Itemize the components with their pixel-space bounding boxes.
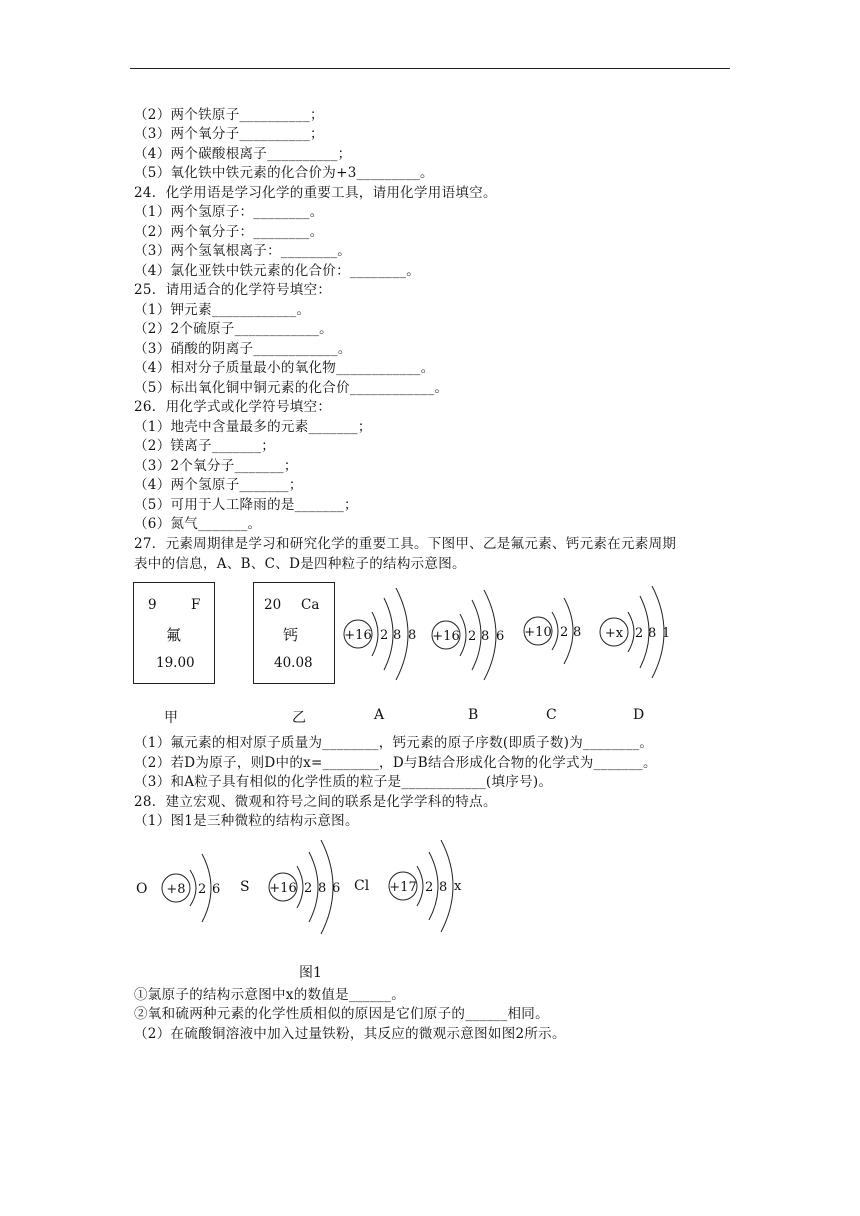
nucleus-A: +16	[344, 628, 372, 643]
text-line: （5）氧化铁中铁元素的化合价为+3_________。	[134, 165, 434, 181]
shell: 2	[425, 880, 434, 895]
text-line: （4）相对分子质量最小的氧化物____________。	[134, 360, 435, 376]
shell: 8	[648, 626, 657, 641]
text-line: （4）两个碳酸根离子__________；	[134, 146, 352, 162]
text-line: （2）在硫酸铜溶液中加入过量铁粉，其反应的微观示意图如图2所示。	[134, 1026, 566, 1042]
atomic-mass: 40.08	[274, 655, 313, 671]
nucleus-C: +10	[524, 625, 552, 640]
text-line: （3）硝酸的阴离子____________。	[134, 341, 352, 357]
text-line: （2）两个铁原子__________；	[134, 107, 324, 123]
text-line: （1）氟元素的相对原子质量为________，钙元素的原子序数(即质子数)为________。	[134, 735, 654, 751]
label-B: B	[468, 707, 479, 723]
question-25: 25．请用适合的化学符号填空：	[134, 282, 332, 298]
atom-diagrams-q27	[340, 578, 680, 688]
shell: 6	[332, 881, 341, 896]
nucleus-O: +8	[166, 882, 186, 897]
question-27: 27．元素周期律是学习和研究化学的重要工具。下图甲、乙是氟元素、钙元素在元素周期	[134, 536, 677, 552]
shell: 1	[662, 626, 671, 641]
text-line: （3）2个氧分子_______；	[134, 458, 298, 474]
nucleus-S: +16	[269, 881, 297, 896]
shell: 2	[380, 628, 389, 643]
shell: 6	[496, 629, 505, 644]
text-line: （5）标出氧化铜中铜元素的化合价____________。	[134, 380, 449, 396]
element-label-O: O	[136, 881, 148, 897]
text-line: 表中的信息，A、B、C、D是四种粒子的结构示意图。	[134, 556, 466, 572]
text-line: （2）2个硫原子____________。	[134, 321, 333, 337]
text-line: （1）图1是三种微粒的结构示意图。	[134, 813, 359, 829]
shell: 8	[393, 628, 402, 643]
shell: 2	[560, 625, 569, 640]
text-line: （3）和A粒子具有相似的化学性质的粒子是____________(填序号)。	[134, 774, 553, 790]
label-jia: 甲	[164, 710, 178, 726]
text-line: （3）两个氧分子__________；	[134, 126, 324, 142]
nucleus-B: +16	[432, 629, 460, 644]
nucleus-D: +x	[604, 626, 624, 641]
shell: 2	[198, 882, 207, 897]
shell: 2	[468, 629, 477, 644]
text-line: （1）地壳中含量最多的元素_______；	[134, 419, 372, 435]
shell: x	[454, 879, 462, 894]
shell: 8	[481, 629, 490, 644]
element-cell-calcium	[253, 582, 335, 684]
element-name: 钙	[283, 626, 299, 644]
text-line: （2）镁离子_______；	[134, 438, 276, 454]
shell: 2	[304, 881, 313, 896]
text-line: （1）两个氢原子：________。	[134, 204, 324, 220]
shell: 2	[635, 626, 644, 641]
shell: 8	[439, 880, 448, 895]
atom-diagrams-fig1	[130, 832, 480, 942]
atomic-mass: 19.00	[156, 655, 195, 671]
text-line: ①氯原子的结构示意图中x的数值是______。	[134, 987, 406, 1003]
label-D: D	[633, 707, 645, 723]
shell: 8	[408, 628, 417, 643]
figure-1-caption: 图1	[299, 965, 322, 981]
label-C: C	[546, 707, 557, 723]
element-cell-fluorine	[133, 582, 215, 684]
question-26: 26．用化学式或化学符号填空：	[134, 399, 332, 415]
element-symbol: F	[191, 597, 201, 613]
shell: 6	[212, 882, 221, 897]
element-name: 氟	[166, 626, 182, 644]
atomic-number: 20	[264, 597, 282, 613]
label-A: A	[374, 707, 385, 723]
nucleus-Cl: +17	[389, 880, 417, 895]
text-line: （3）两个氢氧根离子：________。	[134, 243, 352, 259]
question-24: 24．化学用语是学习化学的重要工具，请用化学用语填空。	[134, 185, 497, 201]
shell: 8	[573, 625, 582, 640]
element-label-Cl: Cl	[354, 878, 370, 894]
text-line: （6）氮气_______。	[134, 516, 262, 532]
text-line: （1）钾元素____________。	[134, 302, 311, 318]
label-yi: 乙	[292, 710, 306, 726]
element-symbol: Ca	[301, 597, 320, 613]
text-line: （4）氯化亚铁中铁元素的化合价：________。	[134, 263, 421, 279]
header-rule	[130, 68, 730, 69]
shell: 8	[318, 881, 327, 896]
question-28: 28．建立宏观、微观和符号之间的联系是化学学科的特点。	[134, 794, 497, 810]
text-line: ②氧和硫两种元素的化学性质相似的原因是它们原子的______相同。	[134, 1006, 549, 1022]
element-label-S: S	[240, 879, 250, 895]
text-line: （2）两个氧分子：________。	[134, 224, 324, 240]
text-line: （4）两个氢原子_______；	[134, 477, 303, 493]
text-line: （2）若D为原子，则D中的x=________，D与B结合形成化合物的化学式为_______。	[134, 755, 657, 771]
text-line: （5）可用于人工降雨的是_______；	[134, 497, 358, 513]
atomic-number: 9	[148, 597, 157, 613]
